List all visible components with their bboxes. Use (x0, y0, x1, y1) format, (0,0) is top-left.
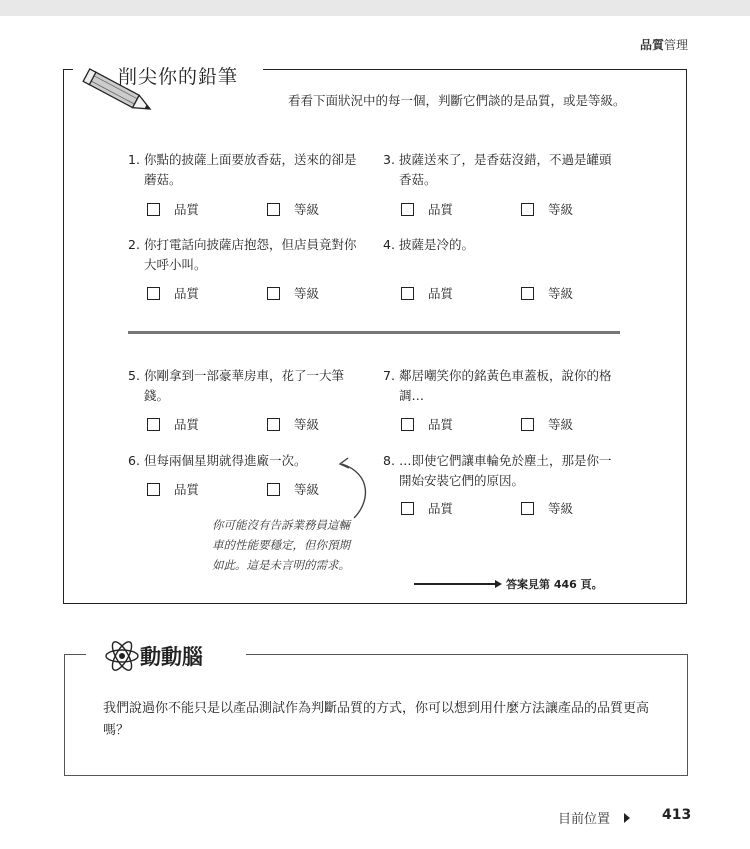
chapter-bold: 品質 (639, 38, 664, 52)
checkbox[interactable] (147, 203, 160, 216)
question-8 (383, 451, 612, 491)
answer-text: 答案見第 446 頁。 (506, 578, 603, 591)
play-arrow-icon (624, 813, 630, 823)
option-label: 品質 (174, 482, 200, 497)
option-label: 品質 (174, 286, 200, 301)
option-label: 品質 (174, 202, 200, 217)
footer-nav[interactable] (558, 808, 630, 827)
note-line: 車的性能要穩定，但你預期 (212, 538, 350, 552)
question-1 (128, 150, 357, 190)
checkbox[interactable] (401, 418, 414, 431)
q5-grade-option[interactable] (267, 415, 319, 433)
atom-icon (104, 640, 140, 672)
nav-label[interactable]: 目前位置 (558, 812, 611, 827)
question-text: 鄰居嘲笑你的銘黃色車蓋板，說你的格 (399, 368, 612, 383)
handwritten-note (212, 515, 350, 575)
option-label: 品質 (428, 202, 454, 217)
question-number: 3. (383, 152, 395, 167)
checkbox[interactable] (401, 502, 414, 515)
checkbox[interactable] (147, 418, 160, 431)
section-divider (128, 331, 620, 334)
option-label: 品質 (174, 417, 200, 432)
checkbox[interactable] (521, 418, 534, 431)
q7-grade-option[interactable] (521, 415, 573, 433)
q8-quality-option[interactable] (401, 499, 453, 517)
q2-quality-option[interactable] (147, 284, 199, 302)
exercise-title: 削尖你的鉛筆 (118, 66, 239, 88)
checkbox[interactable] (147, 483, 160, 496)
arrow-icon (414, 583, 496, 585)
checkbox[interactable] (401, 203, 414, 216)
option-label: 等級 (294, 482, 320, 497)
question-text: …即使它們讓車輪免於塵土，那是你一 (399, 453, 612, 468)
checkbox[interactable] (521, 502, 534, 515)
checkbox[interactable] (147, 287, 160, 300)
question-text: 你剛拿到一部豪華房車，花了一大筆 (144, 368, 345, 383)
option-label: 等級 (294, 202, 320, 217)
checkbox[interactable] (401, 287, 414, 300)
q7-quality-option[interactable] (401, 415, 453, 433)
question-number: 8. (383, 453, 395, 468)
question-number: 4. (383, 237, 395, 252)
question-2 (128, 235, 357, 275)
checkbox[interactable] (267, 418, 280, 431)
q5-quality-option[interactable] (147, 415, 199, 433)
question-3 (383, 150, 612, 190)
option-label: 品質 (428, 417, 454, 432)
checkbox[interactable] (521, 287, 534, 300)
checkbox[interactable] (267, 203, 280, 216)
curved-arrow-icon (330, 452, 380, 522)
option-label: 等級 (548, 286, 574, 301)
q3-grade-option[interactable] (521, 200, 573, 218)
question-text-cont: 開始安裝它們的原因。 (399, 473, 525, 488)
question-text-cont: 蘑菇。 (144, 172, 182, 187)
q6-grade-option[interactable] (267, 480, 319, 498)
question-text-cont: 錢。 (144, 388, 170, 403)
q2-grade-option[interactable] (267, 284, 319, 302)
option-label: 等級 (294, 417, 320, 432)
question-7 (383, 366, 612, 406)
q4-grade-option[interactable] (521, 284, 573, 302)
brain-text: 我們說過你不能只是以產品測試作為判斷品質的方式，你可以想到用什麼方法讓產品的品質更高嗎？ (103, 701, 650, 738)
note-line: 如此。這是未言明的需求。 (212, 558, 350, 572)
question-5 (128, 366, 344, 406)
option-label: 品質 (428, 501, 454, 516)
chapter-rest: 管理 (663, 38, 688, 52)
top-bar (0, 0, 750, 16)
question-number: 1. (128, 152, 140, 167)
q1-grade-option[interactable] (267, 200, 319, 218)
question-text-cont: 調… (399, 388, 425, 403)
question-text-cont: 香菇。 (399, 172, 437, 187)
checkbox[interactable] (267, 483, 280, 496)
question-text-cont: 大呼小叫。 (144, 257, 207, 272)
q1-quality-option[interactable] (147, 200, 199, 218)
question-6 (128, 451, 307, 471)
question-text: 披薩是冷的。 (399, 237, 475, 252)
question-text: 披薩送來了，是香菇沒錯，不過是罐頭 (399, 152, 612, 167)
chapter-header (640, 36, 688, 53)
question-number: 7. (383, 368, 395, 383)
note-line: 你可能沒有告訴業務員這輛 (212, 518, 350, 532)
page-number: 413 (662, 807, 692, 823)
option-label: 等級 (548, 501, 574, 516)
option-label: 等級 (294, 286, 320, 301)
question-number: 5. (128, 368, 140, 383)
q6-quality-option[interactable] (147, 480, 199, 498)
q4-quality-option[interactable] (401, 284, 453, 302)
question-text: 你打電話向披薩店抱怨，但店員竟對你 (144, 237, 357, 252)
question-number: 6. (128, 453, 140, 468)
brain-title: 動動腦 (140, 645, 203, 669)
q3-quality-option[interactable] (401, 200, 453, 218)
question-4 (383, 235, 474, 255)
answer-reference (414, 576, 603, 592)
option-label: 等級 (548, 417, 574, 432)
q8-grade-option[interactable] (521, 499, 573, 517)
checkbox[interactable] (521, 203, 534, 216)
checkbox[interactable] (267, 287, 280, 300)
question-text: 但每兩個星期就得進廠一次。 (144, 453, 307, 468)
question-number: 2. (128, 237, 140, 252)
option-label: 等級 (548, 202, 574, 217)
option-label: 品質 (428, 286, 454, 301)
question-text: 你點的披薩上面要放香菇，送來的卻是 (144, 152, 357, 167)
instruction-text: 看看下面狀況中的每一個，判斷它們談的是品質，或是等級。 (288, 93, 626, 108)
